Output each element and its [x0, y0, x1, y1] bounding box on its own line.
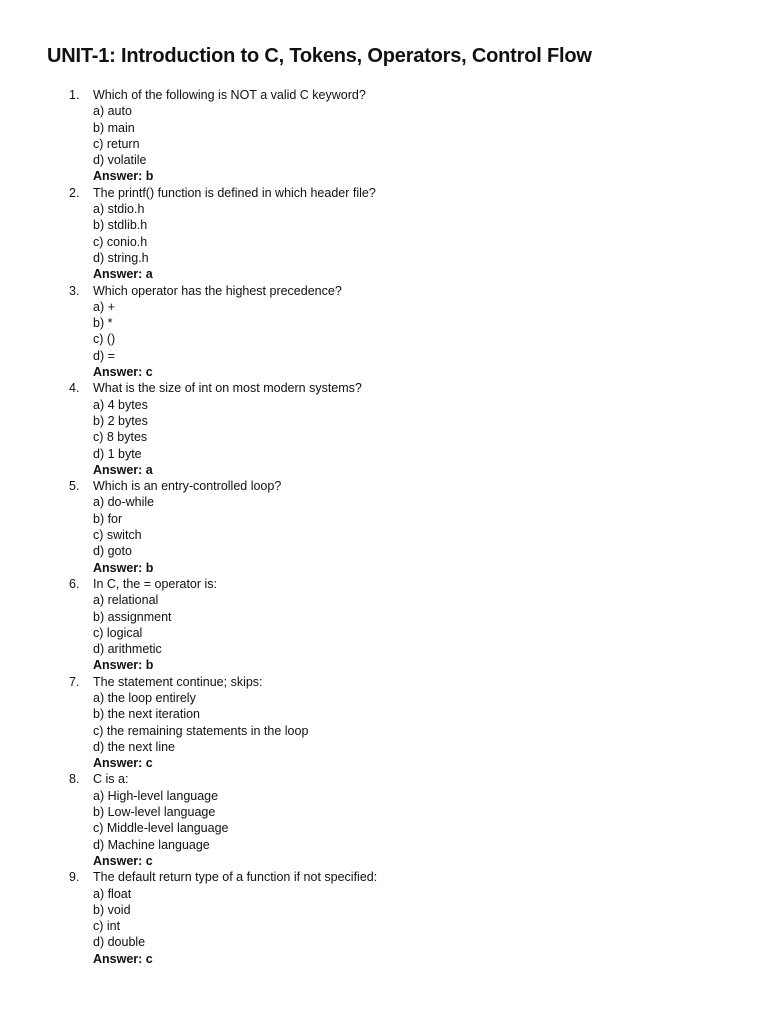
option-c: c) conio.h	[93, 234, 148, 249]
option-c: c) switch	[93, 528, 142, 543]
question-number: 2.	[69, 185, 80, 200]
question-item-2	[0, 185, 377, 283]
option-b: b) void	[93, 902, 131, 917]
answer-line: Answer: c	[93, 365, 153, 380]
option-d: d) volatile	[93, 153, 147, 168]
answer-line: Answer: b	[93, 169, 154, 184]
option-a: a) float	[93, 886, 132, 901]
option-a: a) stdio.h	[93, 202, 145, 217]
question-item-3	[0, 283, 377, 381]
option-b: b) assignment	[93, 609, 172, 624]
question-body	[93, 87, 377, 185]
option-c: c) int	[93, 919, 121, 934]
question-item-9	[0, 869, 377, 967]
answer-line: Answer: c	[93, 951, 153, 966]
question-number: 3.	[69, 283, 80, 298]
option-b: b) *	[93, 316, 113, 331]
question-text: Which operator has the highest precedence?	[93, 283, 342, 298]
option-d: d) string.h	[93, 250, 149, 265]
option-c: c) ()	[93, 332, 116, 347]
option-d: d) goto	[93, 544, 132, 559]
question-text: What is the size of int on most modern systems?	[93, 381, 362, 396]
question-body	[93, 283, 377, 381]
option-a: a) relational	[93, 593, 159, 608]
option-d: d) arithmetic	[93, 642, 162, 657]
question-body	[93, 771, 377, 869]
option-c: c) logical	[93, 625, 143, 640]
question-text: Which is an entry-controlled loop?	[93, 479, 282, 494]
option-d: d) 1 byte	[93, 446, 142, 461]
option-b: b) for	[93, 511, 123, 526]
option-b: b) the next iteration	[93, 707, 201, 722]
answer-line: Answer: c	[93, 853, 153, 868]
question-text: In C, the = operator is:	[93, 576, 218, 591]
option-a: a) auto	[93, 104, 132, 119]
option-a: a) High-level language	[93, 788, 219, 803]
option-b: b) main	[93, 120, 135, 135]
answer-line: Answer: a	[93, 267, 153, 282]
option-c: c) Middle-level language	[93, 821, 229, 836]
question-item-7	[0, 674, 377, 772]
answer-line: Answer: b	[93, 658, 154, 673]
option-a: a) the loop entirely	[93, 690, 196, 705]
option-b: b) Low-level language	[93, 805, 216, 820]
option-c: c) 8 bytes	[93, 430, 148, 445]
question-item-1	[0, 87, 377, 185]
question-text: C is a:	[93, 772, 129, 787]
question-text: The printf() function is defined in which header file?	[93, 185, 376, 200]
question-number: 6.	[69, 576, 80, 591]
answer-line: Answer: a	[93, 462, 153, 477]
question-number: 7.	[69, 674, 80, 689]
question-body	[93, 380, 377, 478]
question-item-6	[0, 576, 377, 674]
option-d: d) double	[93, 935, 146, 950]
question-item-4	[0, 380, 377, 478]
answer-line: Answer: c	[93, 756, 153, 771]
question-body	[93, 478, 377, 576]
option-d: d) the next line	[93, 739, 175, 754]
question-body	[93, 869, 377, 967]
question-text: The default return type of a function if not specified:	[93, 870, 378, 885]
question-number: 8.	[69, 772, 80, 787]
question-number: 1.	[69, 88, 80, 102]
question-text: Which of the following is NOT a valid C keyword?	[93, 88, 366, 102]
option-a: a) +	[93, 299, 115, 314]
option-c: c) return	[93, 136, 140, 151]
question-number: 5.	[69, 479, 80, 494]
option-b: b) 2 bytes	[93, 413, 148, 428]
question-text: The statement continue; skips:	[93, 674, 263, 689]
question-number: 4.	[69, 381, 80, 396]
option-a: a) 4 bytes	[93, 397, 148, 412]
question-list	[0, 87, 377, 967]
option-b: b) stdlib.h	[93, 218, 148, 233]
question-body	[93, 185, 377, 283]
option-d: d) =	[93, 348, 115, 363]
question-body	[93, 674, 377, 772]
option-a: a) do-while	[93, 495, 155, 510]
answer-line: Answer: b	[93, 560, 154, 575]
page-title: UNIT-1: Introduction to C, Tokens, Operators, Control Flow	[47, 45, 592, 67]
question-item-8	[0, 771, 377, 869]
question-body	[93, 576, 377, 674]
question-number: 9.	[69, 870, 80, 885]
option-d: d) Machine language	[93, 837, 210, 852]
option-c: c) the remaining statements in the loop	[93, 723, 309, 738]
question-item-5	[0, 478, 377, 576]
